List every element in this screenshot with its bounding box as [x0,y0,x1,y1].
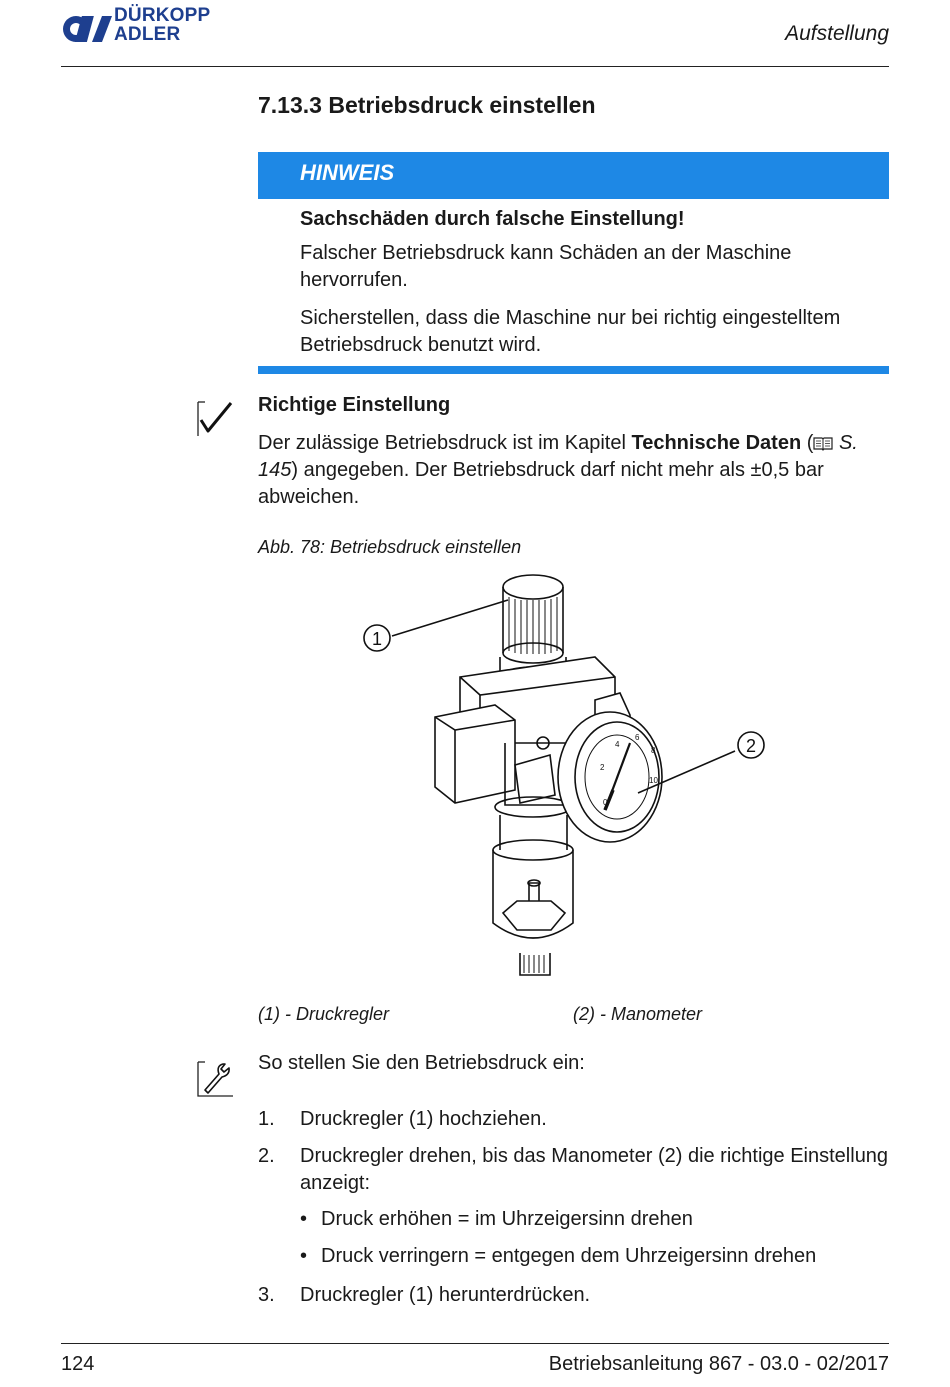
step-number: 1. [258,1108,275,1130]
checkmark-icon [197,400,233,438]
gauge-tick-2: 2 [600,763,605,772]
chapter-heading: Aufstellung [785,22,889,45]
info-text-open: ( [801,432,814,454]
step-text: Druckregler (1) herunterdrücken. [300,1284,591,1306]
step-3 [258,1282,898,1312]
callout-2: 2 [745,736,757,756]
bullet-item [300,1245,880,1273]
bullet-text: Druck erhöhen = im Uhrzeigersinn drehen [321,1208,693,1230]
regulator-knob-top [503,575,563,599]
side-port-box [435,705,515,803]
step-2 [258,1143,898,1203]
step-text: Druckregler drehen, bis das Manometer (2) die richtige Einstellung anzeigt: [300,1145,889,1194]
pressure-gauge [558,712,662,842]
notice-heading: Sachschäden durch falsche Einstellung! [300,208,685,230]
page-reference[interactable]: S. 145 [258,432,858,481]
callout-1: 1 [371,629,383,649]
info-heading: Richtige Einstellung [258,394,451,416]
gauge-tick-0: 0 [603,798,608,807]
section-title: 7.13.3 Betriebsdruck einstellen [258,92,596,118]
bullet-text: Druck verringern = entgegen dem Uhrzeigersinn drehen [321,1245,817,1267]
step-text: Druckregler (1) hochziehen. [300,1108,547,1130]
gauge-tick-4: 4 [615,740,620,749]
header-divider [61,66,889,67]
info-text-pre: Der zulässige Betriebsdruck ist im Kapitel [258,432,632,454]
filter-bowl [493,850,573,938]
notice-paragraph-1: Falscher Betriebsdruck kann Schäden an der Maschine hervorrufen. [300,242,792,291]
brand-name [114,6,210,44]
notice-label: HINWEIS [300,160,395,185]
page-number: 124 [61,1353,95,1375]
wrench-icon [197,1060,235,1098]
document-reference: Betriebsanleitung 867 - 03.0 - 02/2017 [548,1353,889,1375]
pressure-regulator-figure [355,565,775,995]
tech-data-link[interactable]: Technische Daten [631,432,802,454]
step-1 [258,1106,898,1136]
figure-caption: Abb. 78: Betriebsdruck einstellen [258,537,522,557]
step-number: 3. [258,1284,275,1306]
gauge-tick-8: 8 [651,746,656,755]
gauge-tick-6: 6 [635,733,640,742]
notice-paragraph-2: Sicherstellen, dass die Maschine nur bei richtig eingestelltem Betriebsdruck benutzt wird. [300,307,841,356]
brand-line-1: DÜRKOPP [114,5,211,26]
bullet-dot: • [300,1245,308,1267]
footer-divider [61,1343,889,1344]
brand-line-2: ADLER [114,24,181,45]
bullet-item [300,1208,880,1236]
info-text [258,430,888,511]
legend-manometer: (2) - Manometer [573,1004,703,1024]
book-icon [813,432,833,454]
notice-bottom-bar [258,366,889,374]
bullet-dot: • [300,1208,308,1230]
gauge-tick-10: 10 [649,776,658,785]
legend-druckregler: (1) - Druckregler [258,1004,390,1024]
step-number: 2. [258,1145,275,1167]
procedure-intro: So stellen Sie den Betriebsdruck ein: [258,1052,585,1074]
info-text-post: ) angegeben. Der Betriebsdruck darf nicht mehr als ±0,5 bar abweichen. [258,459,824,508]
